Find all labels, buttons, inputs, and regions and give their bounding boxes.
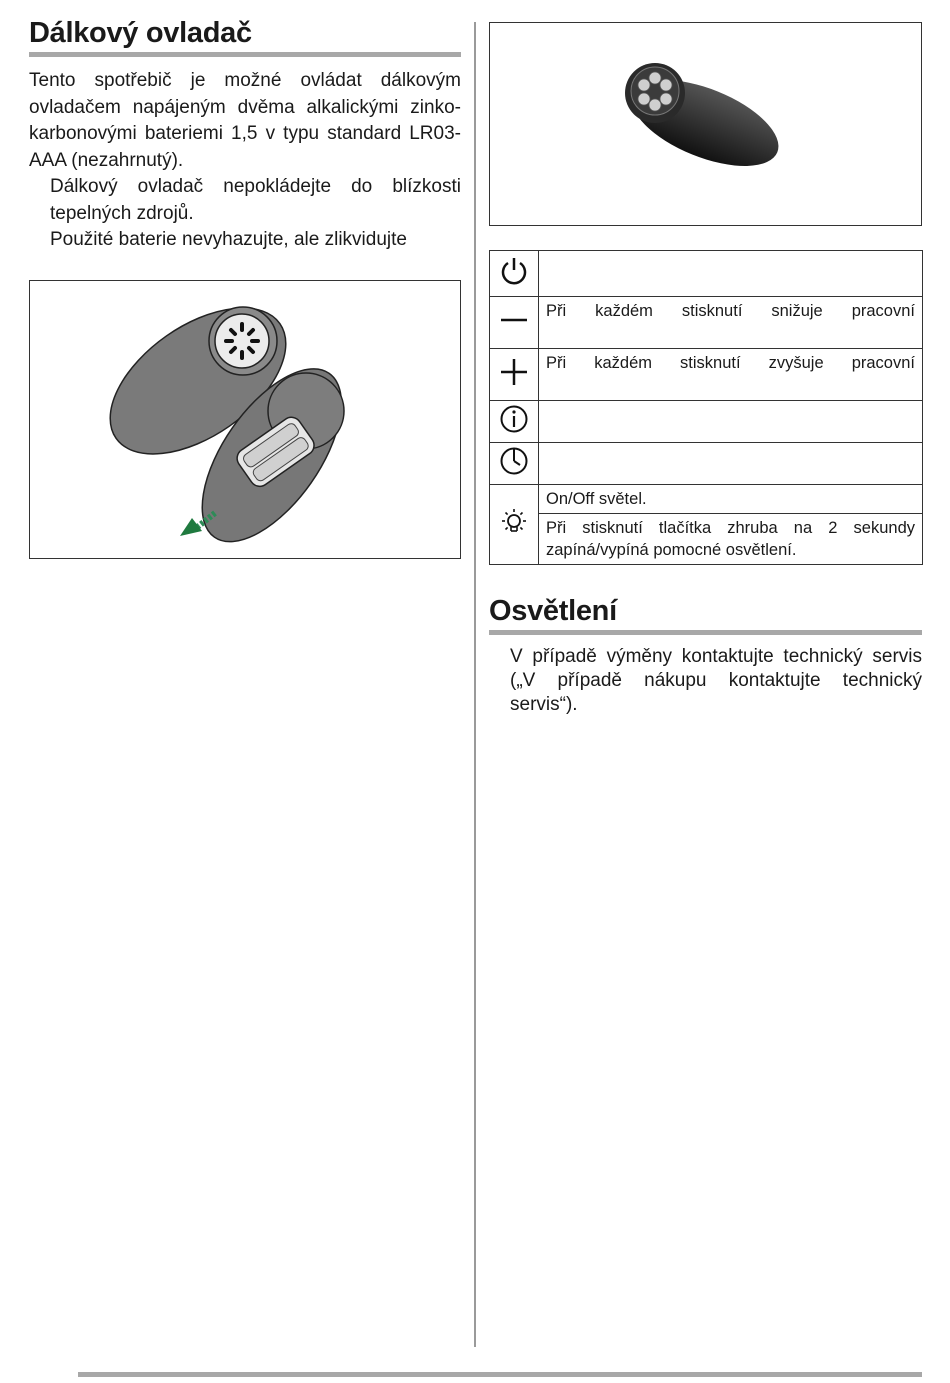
table-row (490, 349, 923, 401)
intro-paragraph: Tento spotřebič je možné ovládat dálkovým ovladačem napájeným dvěma alkalickými zinko-karbonovými bateriemi 1,5 v typu standard LR03-AAA (nezahrnutý). (29, 70, 461, 171)
table-row (490, 297, 923, 349)
section-title-lighting: Osvětlení (489, 595, 617, 627)
heat-warning-paragraph: Dálkový ovladač nepokládejte do blízkosti tepelných zdrojů. (50, 176, 461, 224)
title-underline (29, 52, 461, 57)
footer-rule (78, 1372, 922, 1377)
info-icon (498, 403, 530, 435)
remote-keys-table (489, 250, 923, 565)
light-onoff-label: On/Off světel. (539, 485, 923, 514)
lighting-section (489, 592, 922, 717)
plus-description: Při každém stisknutí zvyšuje pracovní (539, 349, 923, 401)
light-description: Při stisknutí tlačítka zhruba na 2 sekundy zapíná/vypíná pomocné osvětlení. (539, 514, 923, 565)
lighting-paragraph: V případě výměny kontaktujte technický servis („V případě nákupu kontaktujte technický servis“). (510, 646, 922, 715)
minus-icon (498, 304, 530, 336)
power-description (539, 251, 923, 297)
minus-description: Při každém stisknutí snižuje pracovní (539, 297, 923, 349)
title-underline (489, 630, 922, 635)
battery-compartment-illustration (30, 281, 460, 558)
left-column (29, 14, 461, 254)
table-row (490, 485, 923, 514)
remote-photo-box (489, 22, 922, 226)
power-icon (498, 255, 530, 287)
table-row (490, 443, 923, 485)
battery-illustration-box (29, 280, 461, 559)
table-row (490, 251, 923, 297)
section-title-remote: Dálkový ovladač (29, 17, 252, 49)
timer-icon (498, 445, 530, 477)
timer-description (539, 443, 923, 485)
table-row (490, 514, 923, 565)
remote-control-photo (490, 23, 921, 225)
plus-icon (498, 356, 530, 388)
battery-disposal-paragraph: Použité baterie nevyhazujte, ale zlikvidujte (50, 229, 407, 250)
info-description (539, 401, 923, 443)
table-row (490, 401, 923, 443)
column-divider (474, 22, 476, 1347)
light-icon (498, 506, 530, 538)
